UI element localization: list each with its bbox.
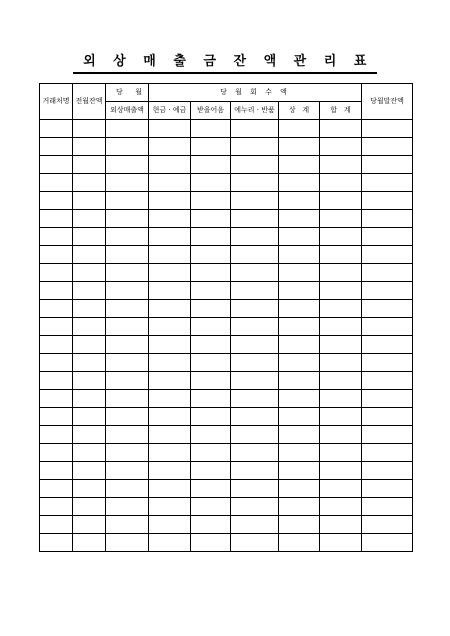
table-cell[interactable] <box>106 372 149 390</box>
document-title <box>0 50 450 74</box>
table-cell[interactable] <box>320 444 362 462</box>
table-cell[interactable] <box>149 480 191 498</box>
table-cell[interactable] <box>231 282 279 300</box>
table-cell[interactable] <box>279 390 320 408</box>
table-cell[interactable] <box>231 498 279 516</box>
table-cell[interactable] <box>73 534 106 552</box>
header-cash-deposit: 현금 · 예금 <box>149 102 191 120</box>
table-row <box>40 174 413 192</box>
table-cell[interactable] <box>191 318 231 336</box>
table-cell[interactable] <box>231 228 279 246</box>
table-cell[interactable] <box>149 300 191 318</box>
table-row <box>40 426 413 444</box>
table-cell[interactable] <box>279 192 320 210</box>
table-cell[interactable] <box>73 192 106 210</box>
table-row <box>40 120 413 138</box>
table-cell[interactable] <box>40 300 73 318</box>
table-cell[interactable] <box>279 120 320 138</box>
table-row <box>40 210 413 228</box>
table-cell[interactable] <box>279 228 320 246</box>
header-discount-return: 에누리 · 반품 <box>231 102 279 120</box>
table-cell[interactable] <box>279 264 320 282</box>
table-cell[interactable] <box>279 534 320 552</box>
table-cell[interactable] <box>149 138 191 156</box>
table-row <box>40 318 413 336</box>
document-title-text: 외 상 매 출 금 잔 액 관 리 표 <box>73 50 377 74</box>
table-cell[interactable] <box>106 156 149 174</box>
table-cell[interactable] <box>106 336 149 354</box>
table-cell[interactable] <box>40 498 73 516</box>
table-cell[interactable] <box>362 336 413 354</box>
table-cell[interactable] <box>191 372 231 390</box>
table-row <box>40 498 413 516</box>
header-credit-sales: 외상매출액 <box>106 102 149 120</box>
table-row <box>40 264 413 282</box>
table-cell[interactable] <box>106 138 149 156</box>
table-cell[interactable] <box>320 462 362 480</box>
header-notes-receivable: 받을어음 <box>191 102 231 120</box>
table-cell[interactable] <box>73 156 106 174</box>
table-cell[interactable] <box>362 120 413 138</box>
table-cell[interactable] <box>149 228 191 246</box>
table-cell[interactable] <box>362 480 413 498</box>
table-cell[interactable] <box>231 534 279 552</box>
table-cell[interactable] <box>279 282 320 300</box>
table-cell[interactable] <box>73 318 106 336</box>
table-cell[interactable] <box>320 156 362 174</box>
table-cell[interactable] <box>362 282 413 300</box>
table-cell[interactable] <box>73 426 106 444</box>
table-cell[interactable] <box>320 210 362 228</box>
table-cell[interactable] <box>320 390 362 408</box>
table-cell[interactable] <box>362 426 413 444</box>
table-cell[interactable] <box>362 462 413 480</box>
table-cell[interactable] <box>73 462 106 480</box>
table-row <box>40 444 413 462</box>
table-cell[interactable] <box>231 210 279 228</box>
table-cell[interactable] <box>40 516 73 534</box>
ledger-body <box>40 120 413 552</box>
table-cell[interactable] <box>40 138 73 156</box>
table-row <box>40 462 413 480</box>
table-cell[interactable] <box>191 534 231 552</box>
table-cell[interactable] <box>279 444 320 462</box>
table-cell[interactable] <box>149 516 191 534</box>
table-cell[interactable] <box>73 336 106 354</box>
table-cell[interactable] <box>106 516 149 534</box>
table-cell[interactable] <box>279 138 320 156</box>
table-cell[interactable] <box>279 372 320 390</box>
table-cell[interactable] <box>231 390 279 408</box>
table-cell[interactable] <box>40 534 73 552</box>
table-cell[interactable] <box>191 480 231 498</box>
table-cell[interactable] <box>73 138 106 156</box>
table-cell[interactable] <box>362 192 413 210</box>
table-cell[interactable] <box>320 138 362 156</box>
table-cell[interactable] <box>231 264 279 282</box>
table-cell[interactable] <box>231 444 279 462</box>
table-cell[interactable] <box>106 462 149 480</box>
table-cell[interactable] <box>279 156 320 174</box>
table-cell[interactable] <box>362 498 413 516</box>
table-cell[interactable] <box>362 390 413 408</box>
table-cell[interactable] <box>73 300 106 318</box>
table-cell[interactable] <box>362 246 413 264</box>
table-cell[interactable] <box>149 426 191 444</box>
table-cell[interactable] <box>191 246 231 264</box>
table-cell[interactable] <box>279 516 320 534</box>
table-cell[interactable] <box>149 408 191 426</box>
table-cell[interactable] <box>149 192 191 210</box>
table-cell[interactable] <box>320 318 362 336</box>
header-current-month-1: 당 <box>116 88 123 96</box>
table-cell[interactable] <box>40 336 73 354</box>
table-cell[interactable] <box>149 174 191 192</box>
table-cell[interactable] <box>320 480 362 498</box>
table-row <box>40 156 413 174</box>
table-cell[interactable] <box>231 516 279 534</box>
table-cell[interactable] <box>40 174 73 192</box>
table-cell[interactable] <box>73 354 106 372</box>
table-cell[interactable] <box>191 264 231 282</box>
table-cell[interactable] <box>362 408 413 426</box>
table-cell[interactable] <box>40 480 73 498</box>
table-cell[interactable] <box>40 408 73 426</box>
table-cell[interactable] <box>149 390 191 408</box>
table-row <box>40 246 413 264</box>
table-cell[interactable] <box>191 300 231 318</box>
table-cell[interactable] <box>279 174 320 192</box>
table-cell[interactable] <box>231 246 279 264</box>
table-cell[interactable] <box>106 444 149 462</box>
table-cell[interactable] <box>106 390 149 408</box>
table-cell[interactable] <box>73 498 106 516</box>
table-cell[interactable] <box>73 390 106 408</box>
table-row <box>40 408 413 426</box>
table-cell[interactable] <box>362 516 413 534</box>
table-cell[interactable] <box>320 408 362 426</box>
table-cell[interactable] <box>320 264 362 282</box>
table-cell[interactable] <box>279 498 320 516</box>
table-cell[interactable] <box>362 300 413 318</box>
table-cell[interactable] <box>191 336 231 354</box>
table-cell[interactable] <box>320 192 362 210</box>
table-cell[interactable] <box>106 498 149 516</box>
table-cell[interactable] <box>149 246 191 264</box>
table-cell[interactable] <box>73 372 106 390</box>
header-current-month-2: 월 <box>135 88 142 96</box>
table-cell[interactable] <box>73 480 106 498</box>
table-cell[interactable] <box>362 372 413 390</box>
header-end-balance: 당월말잔액 <box>362 84 413 120</box>
table-cell[interactable] <box>362 228 413 246</box>
table-cell[interactable] <box>106 282 149 300</box>
table-cell[interactable] <box>73 264 106 282</box>
table-cell[interactable] <box>362 354 413 372</box>
table-cell[interactable] <box>149 282 191 300</box>
table-cell[interactable] <box>106 228 149 246</box>
table-cell[interactable] <box>149 354 191 372</box>
table-row <box>40 336 413 354</box>
table-cell[interactable] <box>73 210 106 228</box>
table-cell[interactable] <box>320 336 362 354</box>
table-row <box>40 372 413 390</box>
table-cell[interactable] <box>149 462 191 480</box>
table-cell[interactable] <box>279 462 320 480</box>
table-row <box>40 192 413 210</box>
table-cell[interactable] <box>191 444 231 462</box>
table-cell[interactable] <box>106 300 149 318</box>
table-cell[interactable] <box>73 246 106 264</box>
table-cell[interactable] <box>231 174 279 192</box>
table-cell[interactable] <box>73 228 106 246</box>
table-cell[interactable] <box>279 480 320 498</box>
table-cell[interactable] <box>106 354 149 372</box>
table-cell[interactable] <box>279 246 320 264</box>
table-cell[interactable] <box>40 228 73 246</box>
table-cell[interactable] <box>231 300 279 318</box>
table-cell[interactable] <box>149 120 191 138</box>
table-cell[interactable] <box>320 426 362 444</box>
table-cell[interactable] <box>149 210 191 228</box>
table-row <box>40 300 413 318</box>
table-cell[interactable] <box>106 534 149 552</box>
table-cell[interactable] <box>106 246 149 264</box>
table-cell[interactable] <box>231 336 279 354</box>
table-cell[interactable] <box>40 282 73 300</box>
table-cell[interactable] <box>279 300 320 318</box>
receivables-ledger-table <box>39 83 413 552</box>
table-cell[interactable] <box>231 354 279 372</box>
table-cell[interactable] <box>362 444 413 462</box>
table-cell[interactable] <box>231 192 279 210</box>
table-cell[interactable] <box>106 426 149 444</box>
table-cell[interactable] <box>73 408 106 426</box>
table-cell[interactable] <box>279 318 320 336</box>
table-cell[interactable] <box>106 174 149 192</box>
table-cell[interactable] <box>231 372 279 390</box>
table-cell[interactable] <box>191 354 231 372</box>
table-cell[interactable] <box>279 408 320 426</box>
table-cell[interactable] <box>149 156 191 174</box>
table-cell[interactable] <box>191 390 231 408</box>
table-cell[interactable] <box>40 390 73 408</box>
table-row <box>40 516 413 534</box>
table-row <box>40 534 413 552</box>
table-cell[interactable] <box>40 426 73 444</box>
table-row <box>40 228 413 246</box>
table-cell[interactable] <box>40 156 73 174</box>
table-cell[interactable] <box>106 192 149 210</box>
table-cell[interactable] <box>362 156 413 174</box>
table-cell[interactable] <box>320 498 362 516</box>
table-cell[interactable] <box>40 120 73 138</box>
table-cell[interactable] <box>149 264 191 282</box>
table-cell[interactable] <box>149 372 191 390</box>
table-cell[interactable] <box>191 210 231 228</box>
table-cell[interactable] <box>191 120 231 138</box>
table-cell[interactable] <box>320 174 362 192</box>
table-cell[interactable] <box>320 282 362 300</box>
table-cell[interactable] <box>231 138 279 156</box>
table-cell[interactable] <box>362 534 413 552</box>
table-cell[interactable] <box>279 426 320 444</box>
header-current-month <box>106 84 149 102</box>
table-cell[interactable] <box>320 246 362 264</box>
table-cell[interactable] <box>73 174 106 192</box>
table-cell[interactable] <box>362 264 413 282</box>
table-cell[interactable] <box>231 156 279 174</box>
table-cell[interactable] <box>191 192 231 210</box>
table-cell[interactable] <box>40 354 73 372</box>
table-cell[interactable] <box>106 318 149 336</box>
table-cell[interactable] <box>191 138 231 156</box>
table-cell[interactable] <box>231 426 279 444</box>
table-cell[interactable] <box>149 444 191 462</box>
header-prev-balance: 전월잔액 <box>73 84 106 120</box>
table-cell[interactable] <box>362 138 413 156</box>
table-cell[interactable] <box>106 264 149 282</box>
table-cell[interactable] <box>40 246 73 264</box>
table-cell[interactable] <box>40 372 73 390</box>
table-cell[interactable] <box>320 516 362 534</box>
table-cell[interactable] <box>279 210 320 228</box>
table-cell[interactable] <box>191 408 231 426</box>
table-cell[interactable] <box>191 282 231 300</box>
table-cell[interactable] <box>106 120 149 138</box>
table-cell[interactable] <box>362 174 413 192</box>
table-row <box>40 138 413 156</box>
table-cell[interactable] <box>106 210 149 228</box>
table-cell[interactable] <box>73 444 106 462</box>
table-cell[interactable] <box>149 498 191 516</box>
table-cell[interactable] <box>279 336 320 354</box>
header-customer: 거래처명 <box>40 84 73 120</box>
table-cell[interactable] <box>320 372 362 390</box>
table-cell[interactable] <box>40 462 73 480</box>
table-cell[interactable] <box>73 282 106 300</box>
table-cell[interactable] <box>191 426 231 444</box>
table-row <box>40 354 413 372</box>
table-cell[interactable] <box>106 408 149 426</box>
table-cell[interactable] <box>231 480 279 498</box>
table-cell[interactable] <box>191 174 231 192</box>
table-cell[interactable] <box>320 228 362 246</box>
table-cell[interactable] <box>40 318 73 336</box>
table-cell[interactable] <box>191 498 231 516</box>
table-cell[interactable] <box>320 354 362 372</box>
table-cell[interactable] <box>191 516 231 534</box>
header-collection-group: 당 월 회 수 액 <box>149 84 362 102</box>
table-cell[interactable] <box>149 534 191 552</box>
table-cell[interactable] <box>231 462 279 480</box>
table-cell[interactable] <box>320 120 362 138</box>
table-cell[interactable] <box>231 408 279 426</box>
table-cell[interactable] <box>149 318 191 336</box>
table-cell[interactable] <box>149 336 191 354</box>
table-cell[interactable] <box>191 156 231 174</box>
header-total: 합 계 <box>320 102 362 120</box>
table-cell[interactable] <box>362 318 413 336</box>
table-cell[interactable] <box>320 534 362 552</box>
table-cell[interactable] <box>73 516 106 534</box>
header-offset: 상 계 <box>279 102 320 120</box>
table-cell[interactable] <box>231 318 279 336</box>
table-cell[interactable] <box>40 210 73 228</box>
table-cell[interactable] <box>320 300 362 318</box>
table-cell[interactable] <box>279 354 320 372</box>
table-cell[interactable] <box>191 228 231 246</box>
table-cell[interactable] <box>40 264 73 282</box>
table-cell[interactable] <box>191 462 231 480</box>
table-cell[interactable] <box>231 120 279 138</box>
table-row <box>40 282 413 300</box>
table-row <box>40 480 413 498</box>
table-cell[interactable] <box>73 120 106 138</box>
table-cell[interactable] <box>106 480 149 498</box>
table-cell[interactable] <box>40 192 73 210</box>
table-cell[interactable] <box>40 444 73 462</box>
table-cell[interactable] <box>362 210 413 228</box>
table-row <box>40 390 413 408</box>
